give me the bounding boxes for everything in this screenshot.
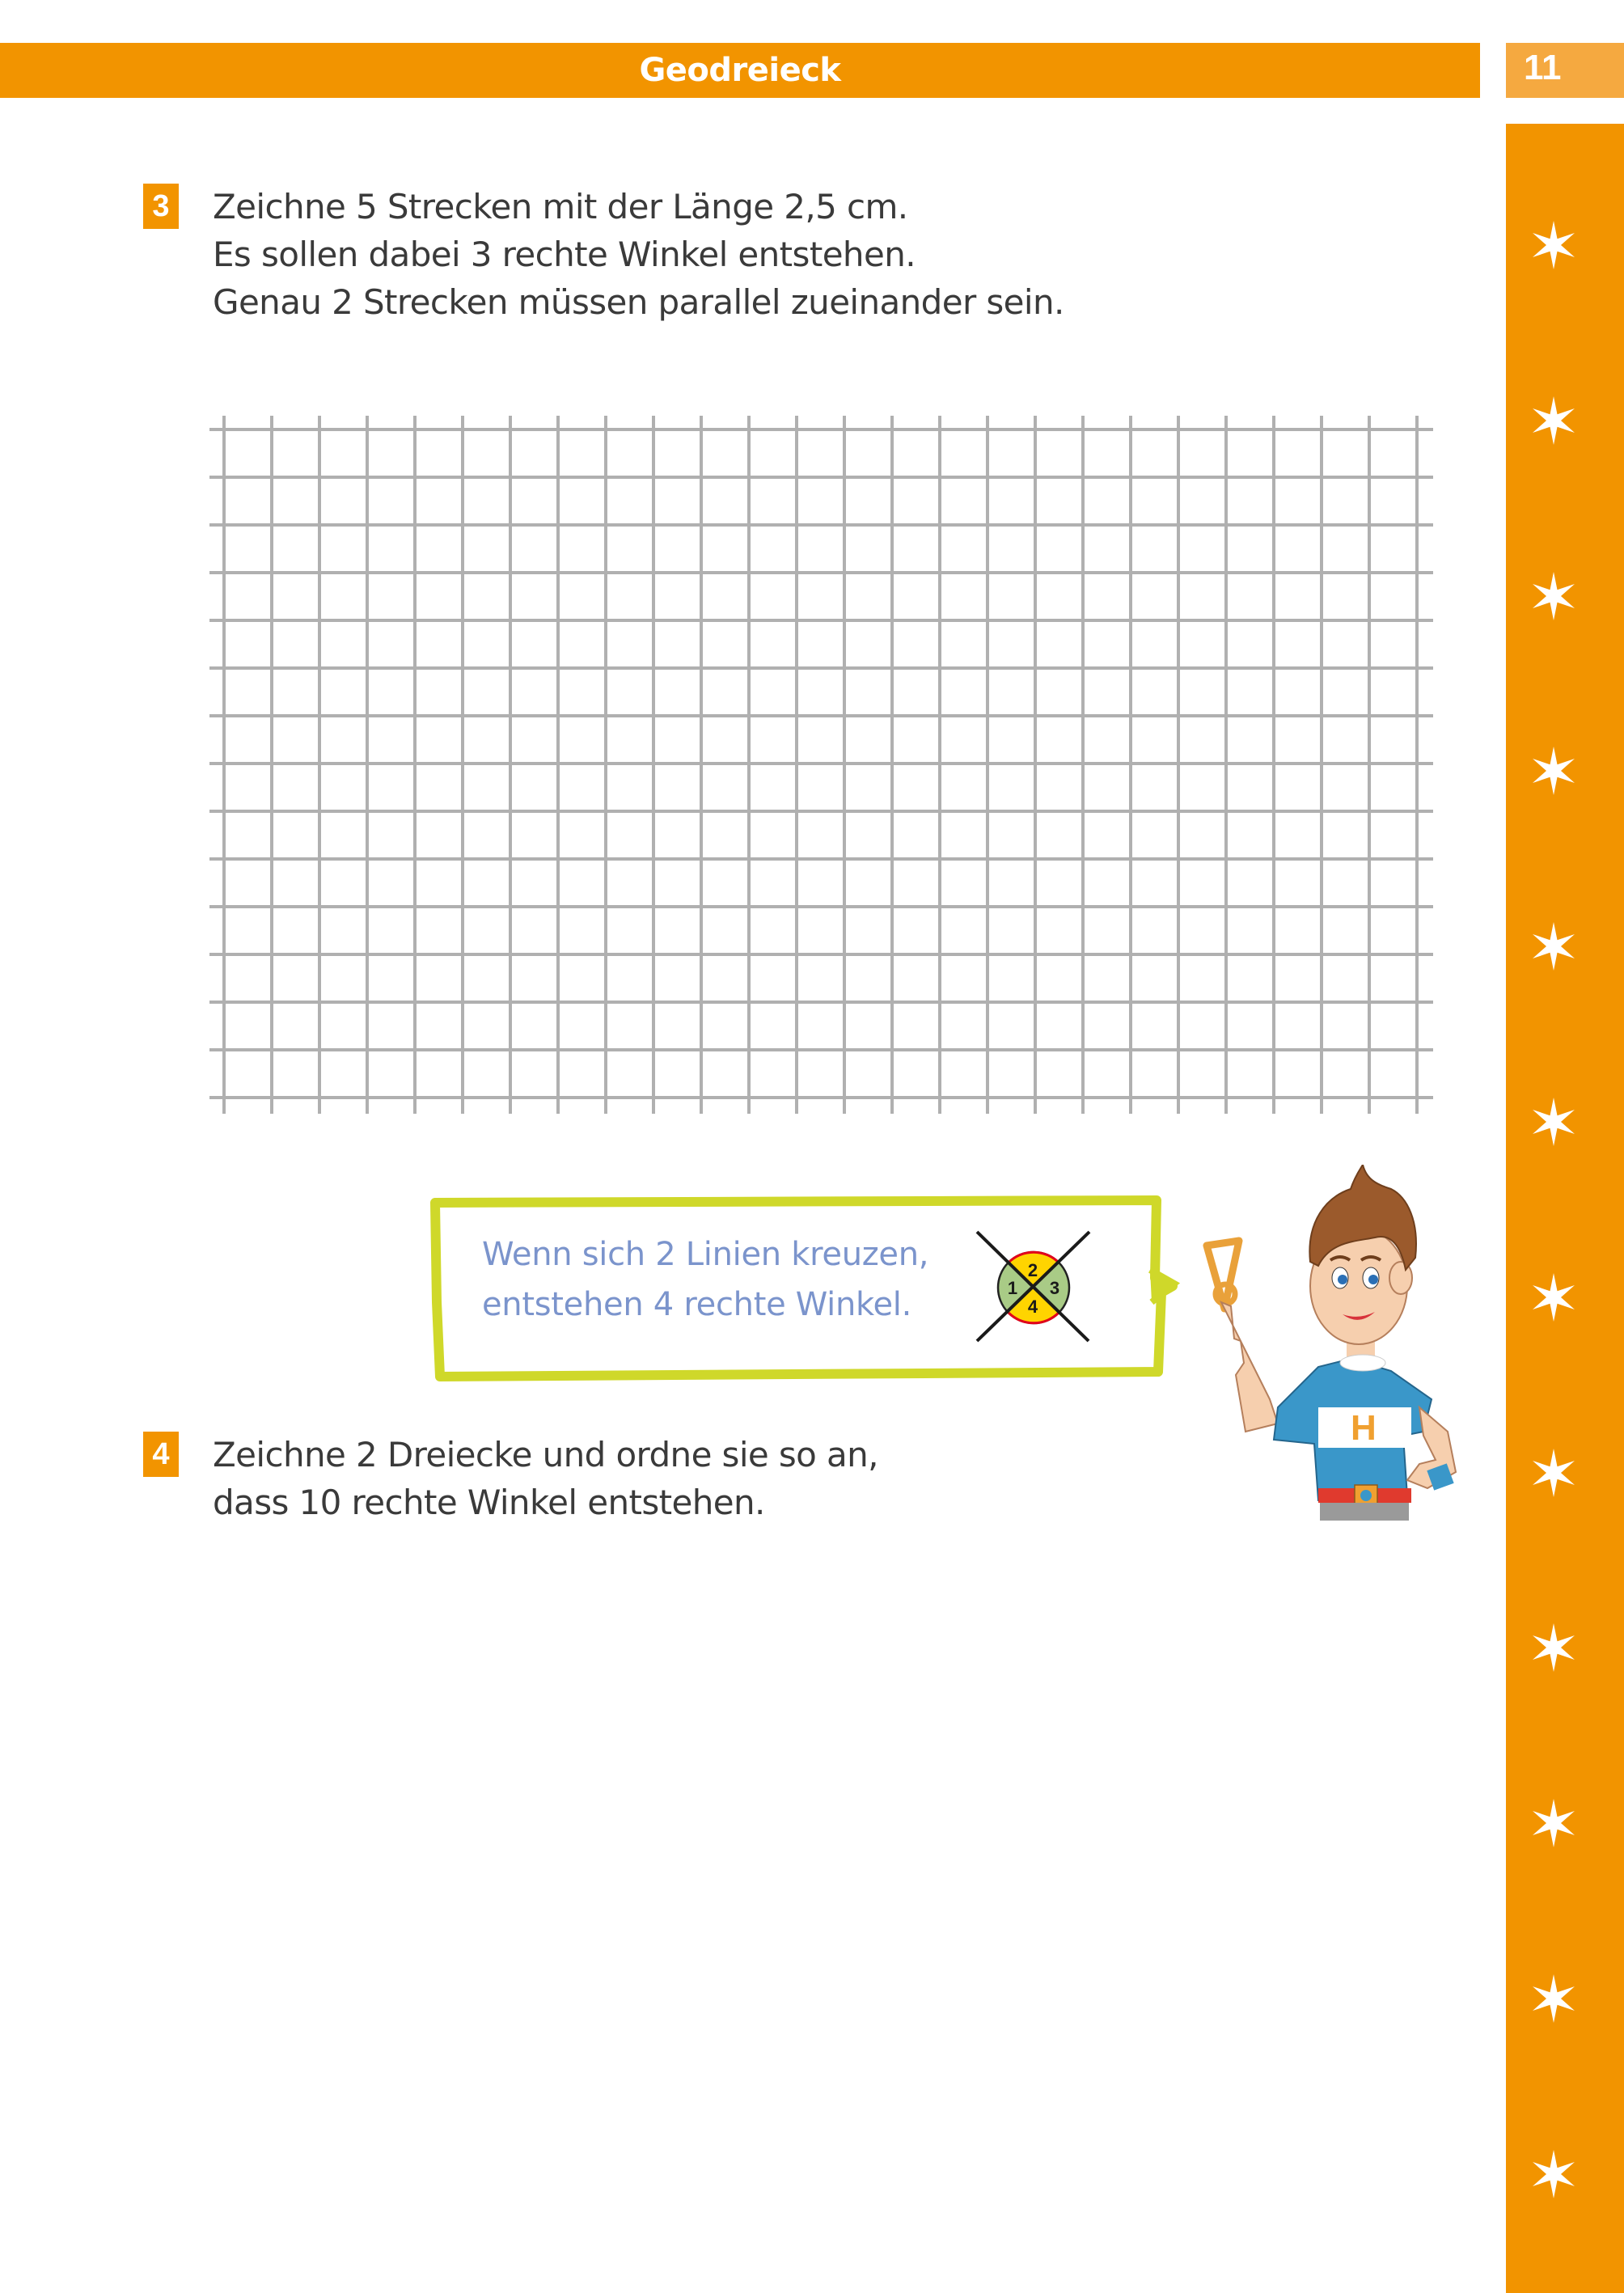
six-point-star-icon — [1529, 1973, 1578, 2024]
task-line: Zeichne 2 Dreiecke und ordne sie so an, — [213, 1435, 878, 1474]
six-point-star-icon — [1529, 1622, 1578, 1673]
angle-label: 1 — [1007, 1278, 1018, 1298]
shirt-letter: H — [1351, 1408, 1377, 1448]
six-point-star-icon — [1529, 1797, 1578, 1849]
angle-label: 2 — [1027, 1260, 1038, 1280]
six-point-star-icon — [1529, 1271, 1578, 1323]
task-line: Genau 2 Strecken müssen parallel zueinander sein. — [213, 282, 1064, 322]
chapter-title: Geodreieck — [639, 52, 841, 89]
page-number: 11 — [1524, 48, 1562, 87]
angle-label: 3 — [1049, 1278, 1060, 1298]
angle-label: 4 — [1027, 1297, 1038, 1317]
task-line: Es sollen dabei 3 rechte Winkel entstehen. — [213, 235, 916, 274]
drawing-grid[interactable] — [0, 0, 1624, 1132]
task-4-instructions — [213, 1431, 878, 1526]
hint-line: entstehen 4 rechte Winkel. — [482, 1286, 912, 1323]
hint-line: Wenn sich 2 Linien kreuzen, — [482, 1236, 929, 1273]
six-point-star-icon — [1529, 1447, 1578, 1499]
hint-text — [482, 1229, 928, 1330]
mascot-boy-illustration — [1189, 1165, 1496, 1521]
task-number-badge: 3 — [143, 184, 179, 229]
task-line: Zeichne 5 Strecken mit der Länge 2,5 cm. — [213, 187, 908, 226]
six-point-star-icon — [1529, 2148, 1578, 2200]
task-number-badge: 4 — [143, 1432, 179, 1477]
crossing-lines-right-angles-icon — [962, 1213, 1108, 1343]
task-line: dass 10 rechte Winkel entstehen. — [213, 1483, 765, 1522]
